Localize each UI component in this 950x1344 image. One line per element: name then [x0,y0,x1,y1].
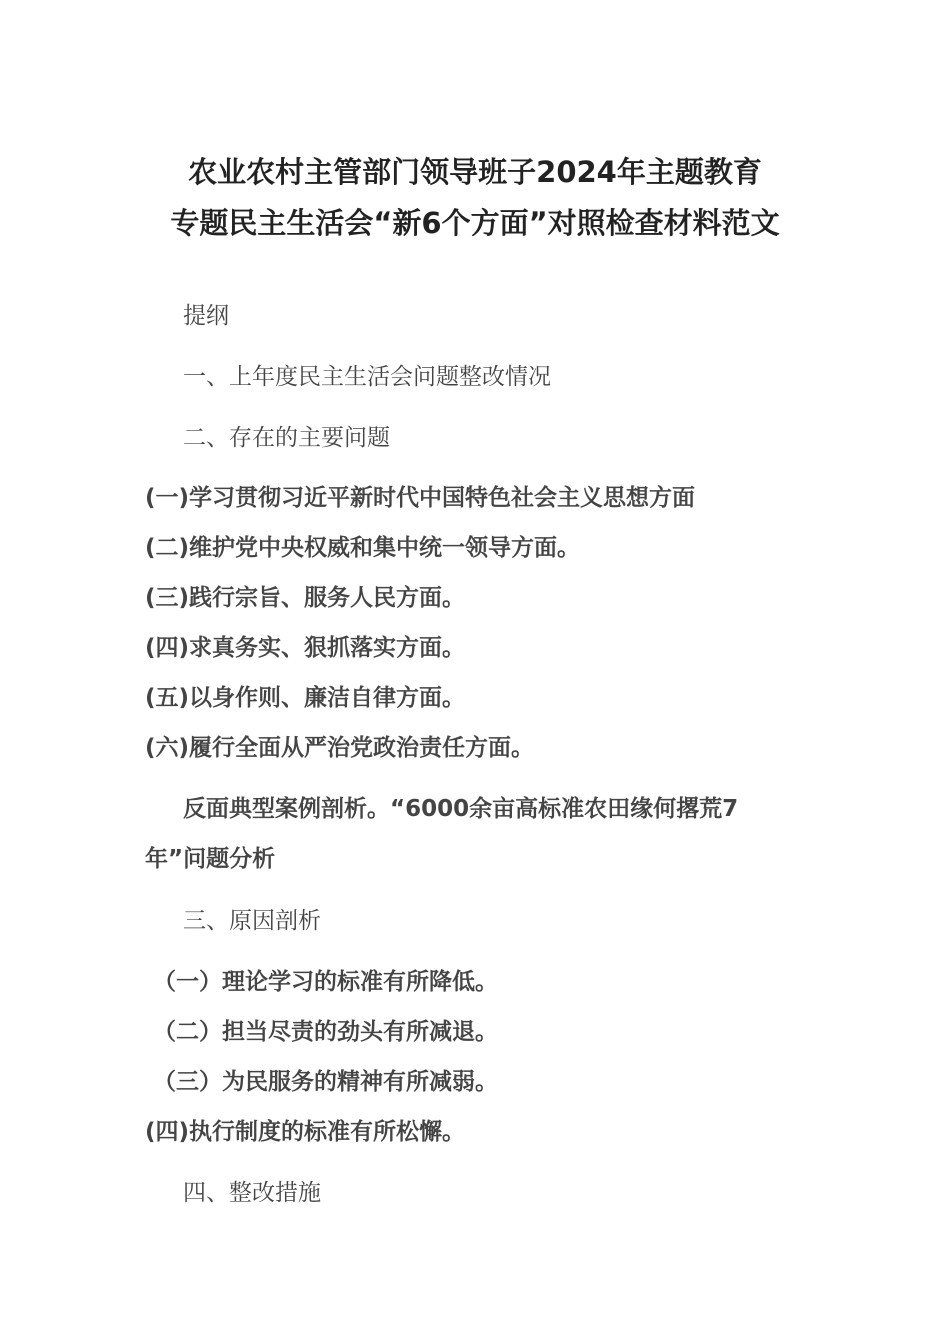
cause-item-1: （一）理论学习的标准有所降低。 [153,969,498,995]
problem-item-4: (四)求真务实、狠抓落实方面。 [145,635,466,661]
outline-heading: 提纲 [183,303,229,329]
case-analysis-line-2: 年”问题分析 [145,846,276,872]
problem-item-1: (一)学习贯彻习近平新时代中国特色社会主义思想方面 [145,485,696,511]
document-title-line-2: 专题民主生活会“新6个方面”对照检查材料范文 [170,206,780,240]
section-heading-1: 一、上年度民主生活会问题整改情况 [183,364,551,390]
problem-item-6: (六)履行全面从严治党政治责任方面。 [145,735,535,761]
problem-item-2: (二)维护党中央权威和集中统一领导方面。 [145,535,581,561]
problem-item-5: (五)以身作则、廉洁自律方面。 [145,685,466,711]
document-title-line-1: 农业农村主管部门领导班子2024年主题教育 [188,155,762,189]
section-heading-3: 三、原因剖析 [183,908,321,934]
cause-item-3: （三）为民服务的精神有所减弱。 [153,1069,498,1095]
section-heading-4: 四、整改措施 [183,1180,321,1206]
cause-item-4: (四)执行制度的标准有所松懈。 [145,1119,466,1145]
section-heading-2: 二、存在的主要问题 [183,425,390,451]
cause-item-2: （二）担当尽责的劲头有所减退。 [153,1019,498,1045]
problem-item-3: (三)践行宗旨、服务人民方面。 [145,585,466,611]
case-analysis-line-1: 反面典型案例剖析。“6000余亩高标准农田缘何撂荒7 [183,796,739,822]
